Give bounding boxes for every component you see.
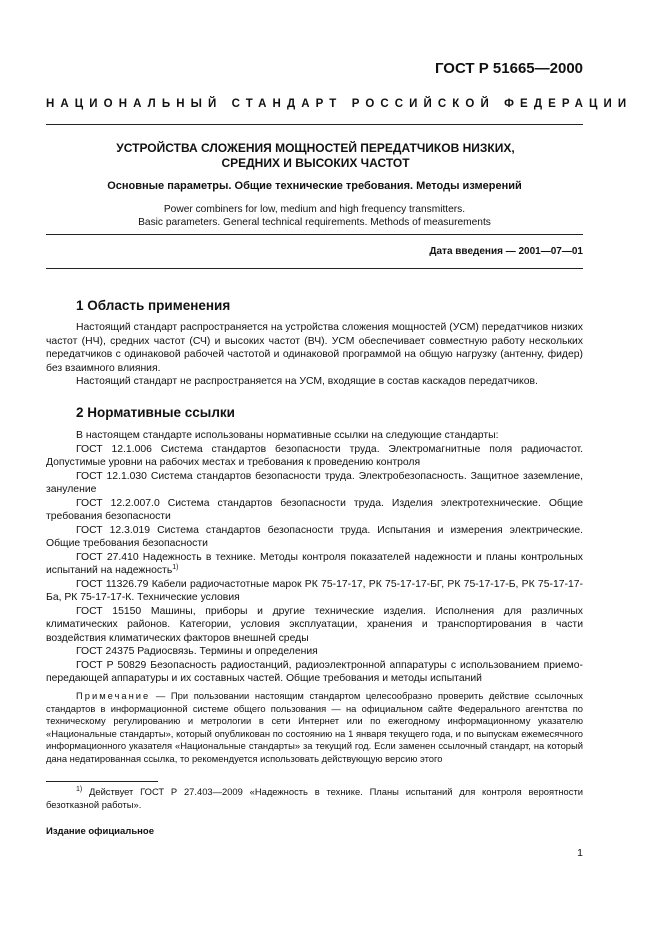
section-2-body — [46, 429, 583, 686]
english-title-line-2: Basic parameters. General technical requirements. Methods of measurements — [138, 217, 491, 228]
english-title-line-1: Power combiners for low, medium and high frequency transmitters. — [163, 204, 466, 215]
note-dash: — — [150, 690, 171, 701]
footnote-marker: 1) — [172, 564, 179, 571]
reference-item: ГОСТ 12.1.006 Система стандартов безопасности труда. Электромагнитные поля радиочастот. Допустимые уровни на рабочих местах и требования к проведению контроля — [46, 443, 583, 468]
footnote-mark: 1) — [76, 786, 83, 793]
reference-item: ГОСТ 24375 Радиосвязь. Термины и определения — [76, 646, 318, 657]
section-1-paragraph: Настоящий стандарт не распространяется на УСМ, входящие в состав каскадов передатчиков. — [76, 376, 538, 387]
reference-text: ГОСТ 27.410 Надежность в технике. Методы контроля показателей надежности и планы контрольных испытаний на надежность — [46, 551, 583, 576]
note-paragraph — [46, 690, 583, 766]
note-text: При пользовании настоящим стандартом целесообразно проверить действие ссылочных стандартов в информационной системе общего пользования — на официальном сайте Федерального агентства по техническому регулированию и метрологии в сети Интернет или по ежегодному информационному указателю «Национальные стандарты», который опубликован по состоянию на 1 января текущего года, и по выпускам ежемесячного информационного указателя «Национальные стандарты» за текущий год. Если заменен ссылочный стандарт, на который дана недатированная ссылка, то рекомендуется использовать действующую версию этого — [46, 690, 583, 764]
official-edition-label: Издание официальное — [46, 826, 154, 837]
reference-item: ГОСТ 11326.79 Кабели радиочастотные марок РК 75-17-17, РК 75-17-17-БГ, РК 75-17-17-Б, РК 75-17-17-Ба, РК 75-17-17-К. Технические условия — [46, 578, 583, 603]
header-divider-top — [46, 124, 583, 125]
document-subtitle: Основные параметры. Общие технические требования. Методы измерений — [107, 180, 522, 192]
date-divider — [46, 268, 583, 269]
section-1-heading: 1 Область применения — [76, 298, 231, 313]
section-2-heading: 2 Нормативные ссылки — [76, 405, 235, 420]
references-intro: В настоящем стандарте использованы нормативные ссылки на следующие стандарты: — [76, 430, 499, 441]
reference-item — [46, 551, 583, 578]
standard-number: ГОСТ Р 51665—2000 — [434, 60, 583, 77]
note-block — [46, 690, 583, 766]
reference-item: ГОСТ 12.3.019 Система стандартов безопасности труда. Испытания и измерения электрические. Общие требования безопасности — [46, 524, 583, 549]
footnote-divider — [46, 781, 158, 782]
national-standard-heading: НАЦИОНАЛЬНЫЙ СТАНДАРТ РОССИЙСКОЙ ФЕДЕРАЦИИ — [46, 98, 633, 110]
introduction-date: Дата введения — 2001—07—01 — [429, 246, 583, 257]
reference-item: ГОСТ 12.2.007.0 Система стандартов безопасности труда. Изделия электротехнические. Общие требования безопасности — [46, 497, 583, 522]
section-1-body — [46, 321, 583, 389]
footnote — [46, 785, 583, 811]
reference-item: ГОСТ 15150 Машины, приборы и другие технические изделия. Исполнения для различных климатических районов. Категории, условия эксплуатации, хранения и транспортирования в части воздействия климатических факторов внешней среды — [46, 605, 583, 644]
reference-item: ГОСТ 12.1.030 Система стандартов безопасности труда. Электробезопасность. Защитное заземление, зануление — [46, 470, 583, 495]
footnote-paragraph — [46, 785, 583, 811]
document-title: УСТРОЙСТВА СЛОЖЕНИЯ МОЩНОСТЕЙ ПЕРЕДАТЧИКОВ НИЗКИХ, СРЕДНИХ И ВЫСОКИХ ЧАСТОТ — [116, 141, 515, 170]
page-number: 1 — [577, 847, 583, 859]
reference-item: ГОСТ Р 50829 Безопасность радиостанций, радиоэлектронной аппаратуры с использованием приемо-передающей аппаратуры и их составных частей. Общие требования и методы испытаний — [46, 659, 583, 684]
title-divider — [46, 234, 583, 235]
section-1-paragraph: Настоящий стандарт распространяется на устройства сложения мощностей (УСМ) передатчиков низких частот (НЧ), средних частот (СЧ) и высоких частот (ВЧ). УСМ обеспечивает совместную работу нескольких передатчиков с одинаковой рабочей частотой и одинаковой программой на общую нагрузку (антенну, фидер) без взаимного влияния. — [46, 322, 583, 374]
footnote-text: Действует ГОСТ Р 27.403—2009 «Надежность в технике. Планы испытаний для контроля вероятности безотказной работы». — [46, 786, 583, 810]
note-label: Примечание — [76, 690, 151, 701]
english-title — [46, 203, 583, 229]
